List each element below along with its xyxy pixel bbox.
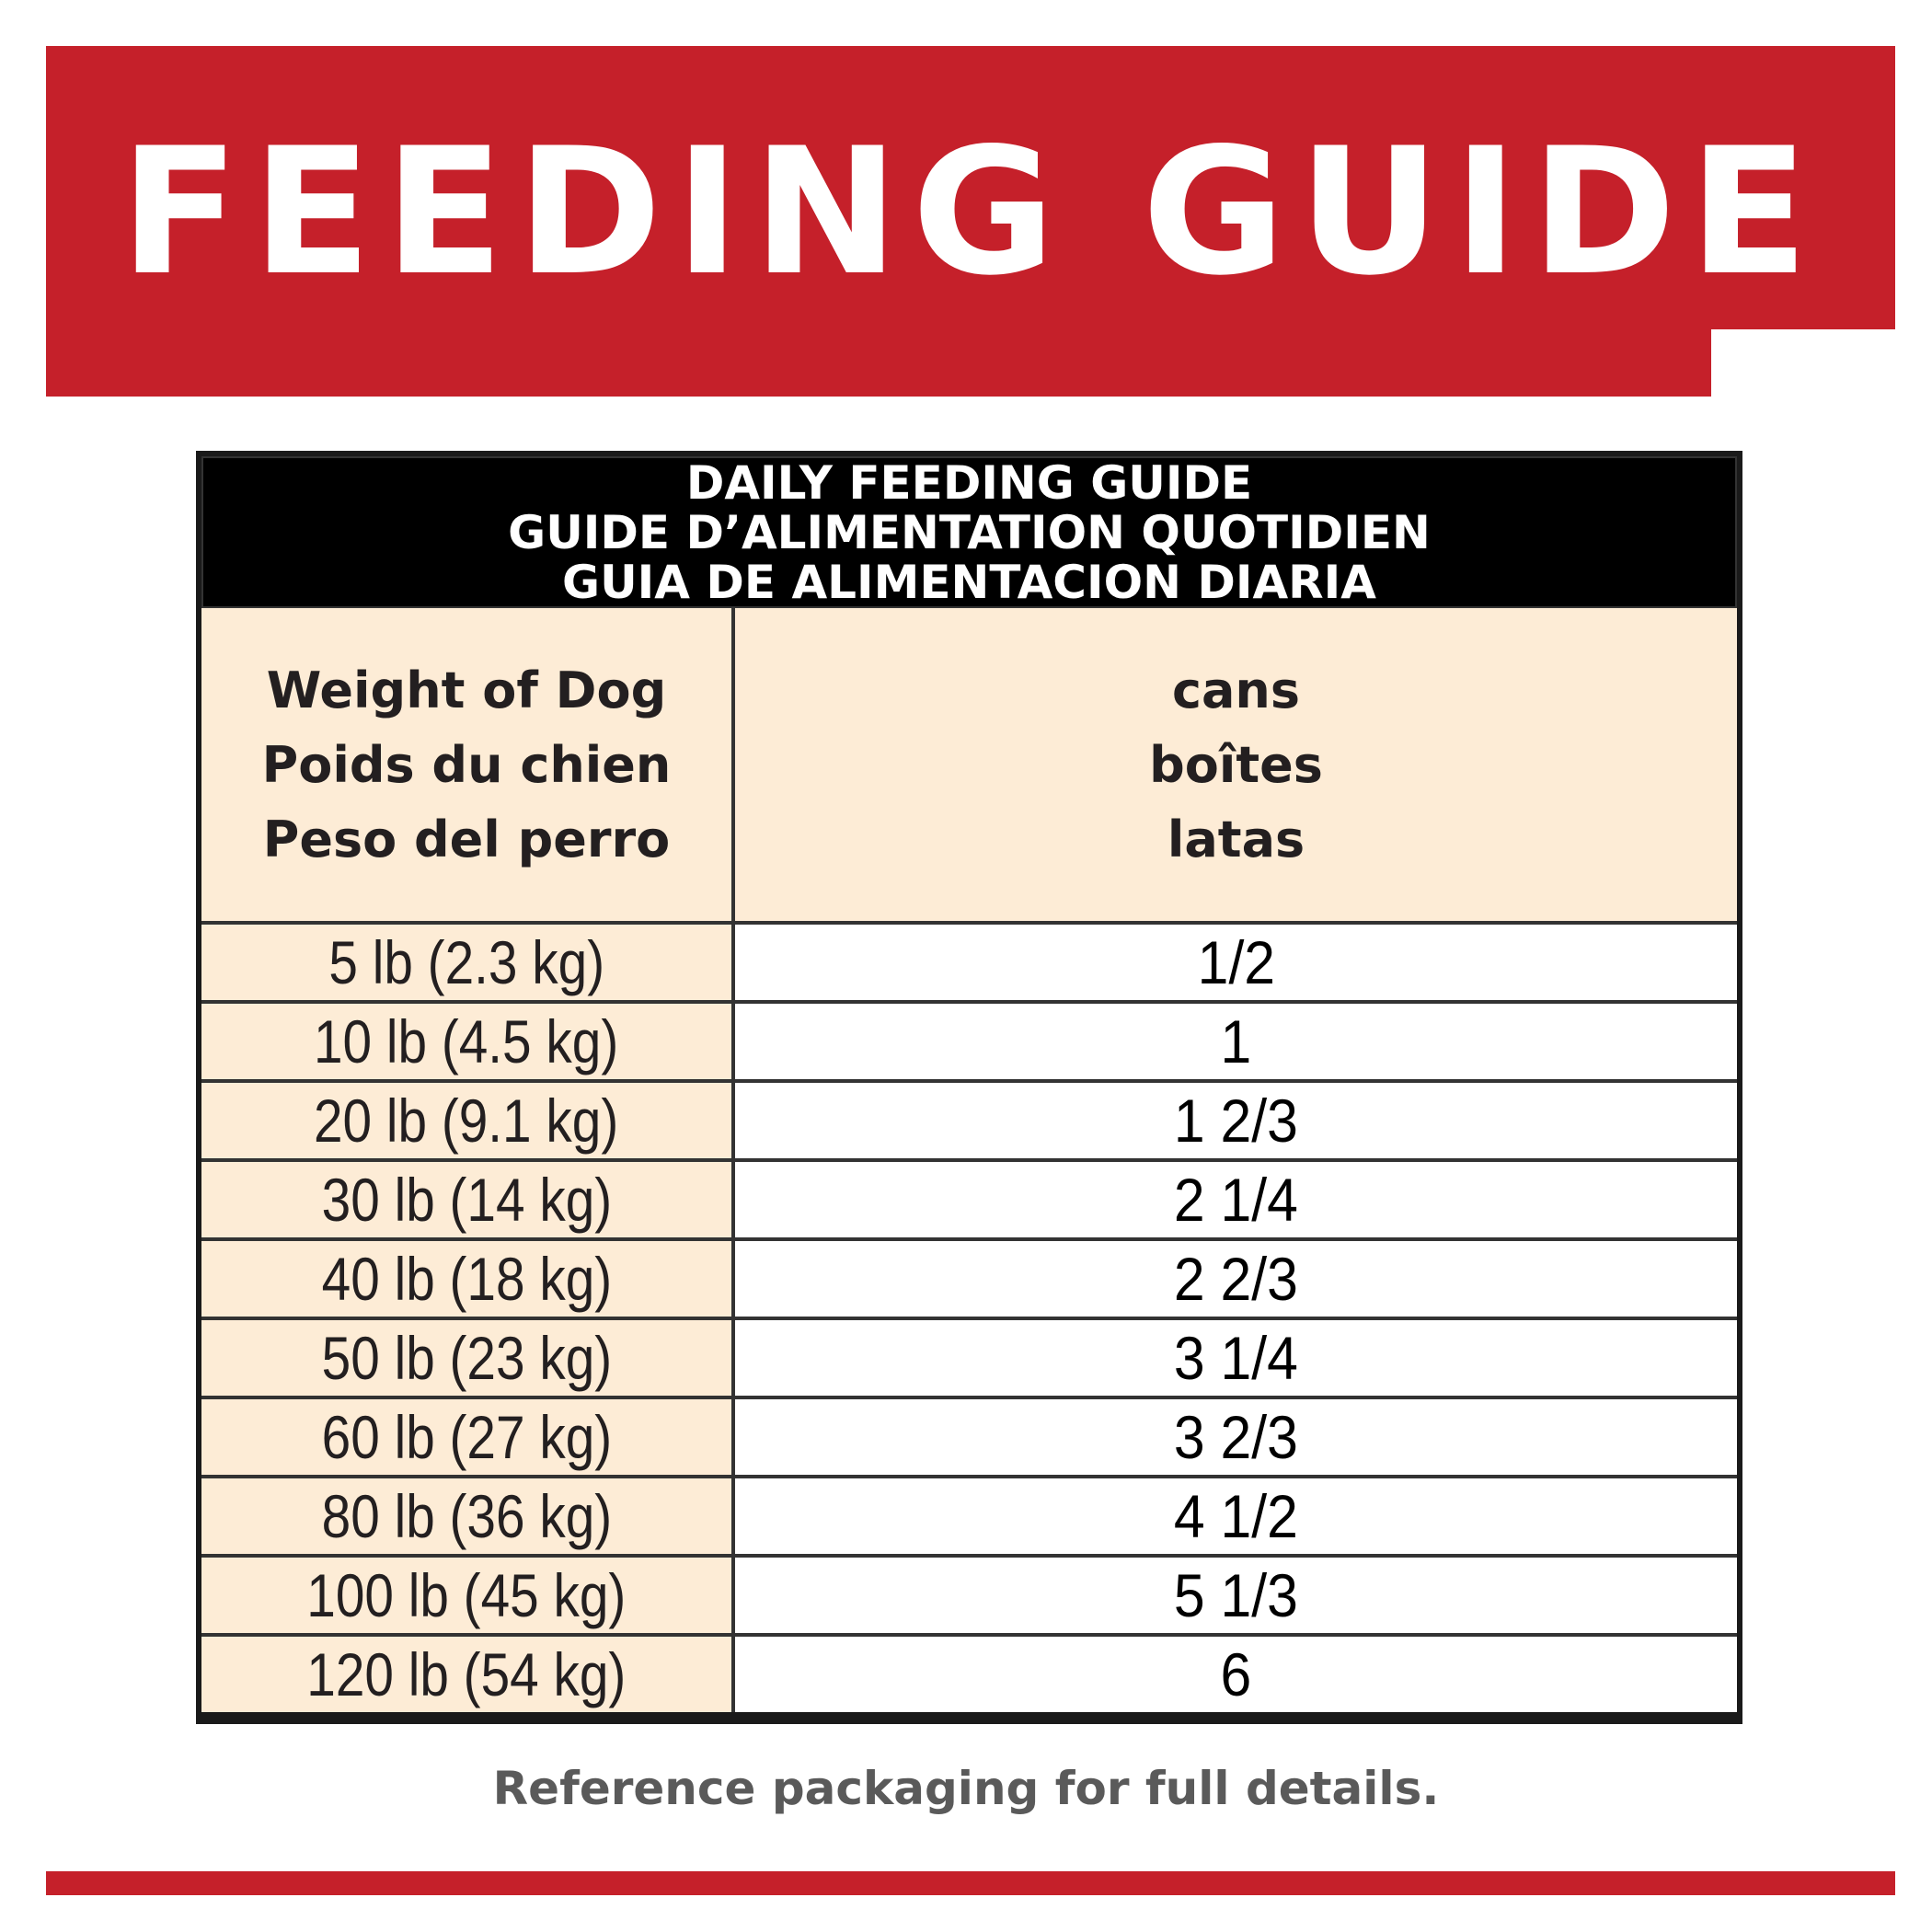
weight-cell [201,1399,735,1475]
table-row [201,1475,1737,1554]
table-row [201,1633,1737,1712]
cans-value: 3 1/4 [1173,1324,1299,1392]
column-header-row [201,608,1737,921]
weight-value: 5 lb (2.3 kg) [328,928,604,996]
weight-value: 100 lb (45 kg) [306,1561,627,1629]
table-row [201,1317,1737,1396]
weight-value: 60 lb (27 kg) [321,1403,612,1471]
weight-value: 40 lb (18 kg) [321,1245,612,1313]
weight-cell [201,1320,735,1396]
cans-value: 1/2 [1197,928,1275,996]
cans-cell [735,1162,1737,1237]
table-body [201,921,1737,1712]
weight-cell [201,1478,735,1554]
cans-value: 1 2/3 [1173,1087,1299,1155]
cans-value: 2 2/3 [1173,1245,1299,1313]
weight-cell [201,1004,735,1079]
weight-cell [201,925,735,1000]
weight-value: 30 lb (14 kg) [321,1166,612,1234]
packaging-footnote: Reference packaging for full details. [492,1762,1440,1815]
cans-value: 3 2/3 [1173,1403,1299,1471]
cans-header-es: latas [1167,810,1305,868]
cans-cell [735,1558,1737,1633]
cans-cell [735,1320,1737,1396]
table-row [201,921,1737,1000]
cans-cell [735,925,1737,1000]
table-row [201,1237,1737,1317]
cans-value: 5 1/3 [1173,1561,1299,1629]
cans-column-header [735,608,1737,921]
table-row [201,1079,1737,1158]
cans-cell [735,1083,1737,1158]
cans-cell [735,1004,1737,1079]
weight-value: 20 lb (9.1 kg) [314,1087,619,1155]
cans-header-en: cans [1171,661,1301,719]
table-row [201,1158,1737,1237]
feeding-table [196,451,1742,1724]
bottom-red-bar [46,1871,1895,1895]
weight-column-header [201,608,735,921]
weight-value: 10 lb (4.5 kg) [314,1007,619,1075]
cans-value: 4 1/2 [1173,1482,1299,1550]
weight-header-fr: Poids du chien [261,735,672,794]
weight-cell [201,1558,735,1633]
cans-header-fr: boîtes [1149,735,1323,794]
weight-cell [201,1241,735,1317]
table-row [201,1000,1737,1079]
page-title: FEEDING GUIDE [120,109,1822,314]
weight-cell [201,1637,735,1712]
table-header [201,456,1737,608]
cans-value: 1 [1220,1007,1252,1075]
weight-value: 120 lb (54 kg) [306,1640,627,1708]
cans-cell [735,1637,1737,1712]
weight-value: 50 lb (23 kg) [321,1324,612,1392]
table-header-line-en: DAILY FEEDING GUIDE [685,455,1253,510]
cans-cell [735,1478,1737,1554]
table-row [201,1554,1737,1633]
weight-header-en: Weight of Dog [266,661,667,719]
table-row [201,1396,1737,1475]
cans-value: 6 [1220,1640,1252,1708]
cans-cell [735,1241,1737,1317]
table-header-line-fr: GUIDE D’ALIMENTATION QUOTIDIEN [508,505,1431,559]
weight-cell [201,1162,735,1237]
cans-value: 2 1/4 [1173,1166,1299,1234]
weight-value: 80 lb (36 kg) [321,1482,612,1550]
cans-cell [735,1399,1737,1475]
weight-cell [201,1083,735,1158]
weight-header-es: Peso del perro [262,810,671,868]
table-header-line-es: GUIA DE ALIMENTACION DIARIA [562,555,1376,609]
